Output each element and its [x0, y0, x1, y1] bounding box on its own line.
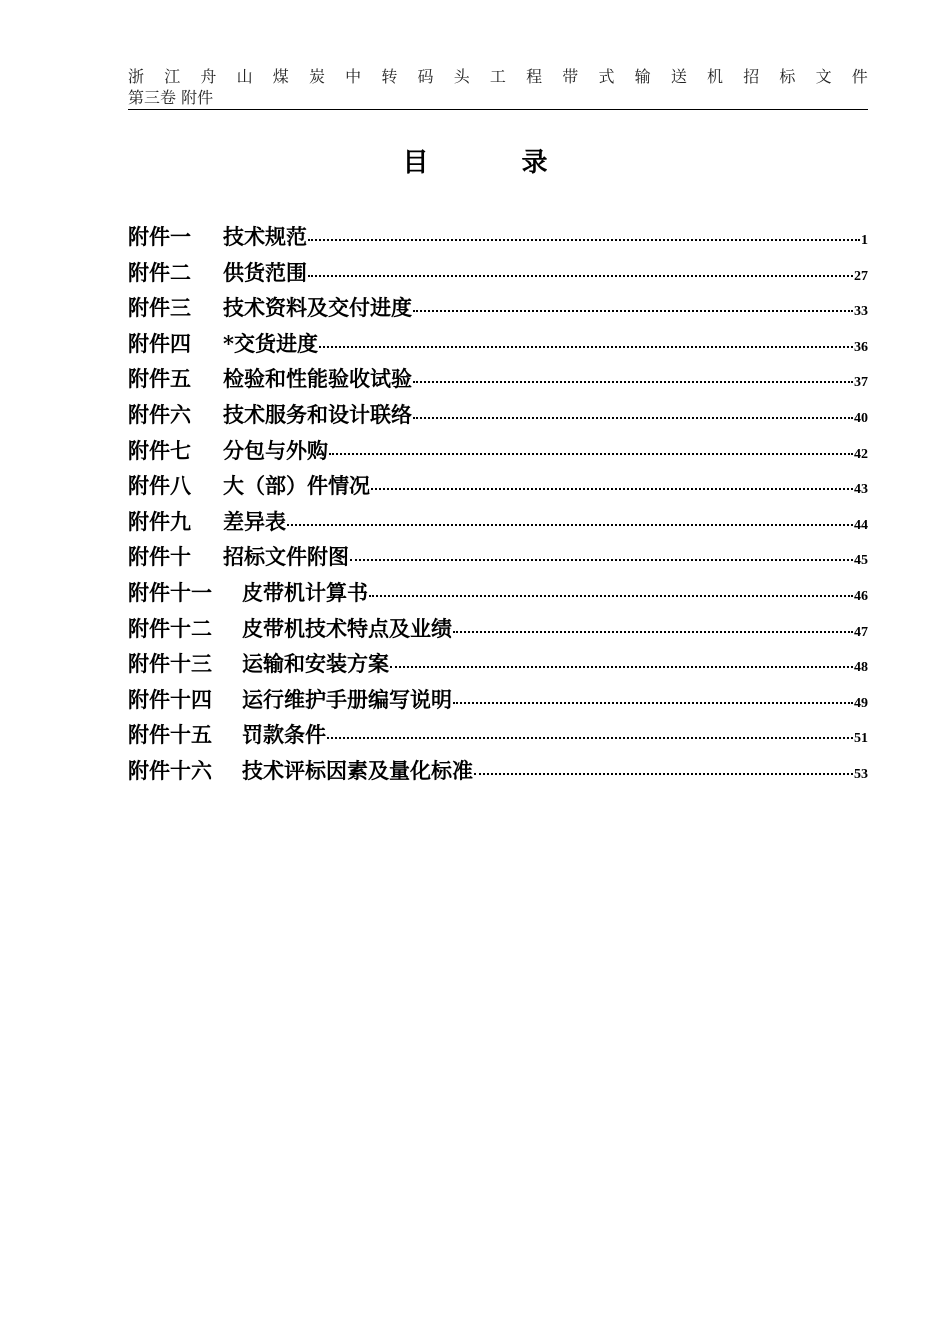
- toc-entry-page: 51: [854, 731, 868, 747]
- toc-dot-leader: [329, 453, 853, 455]
- header-title: [128, 66, 868, 88]
- toc-entry-page: 36: [854, 339, 868, 355]
- toc-dot-leader: [319, 346, 853, 348]
- toc-dot-leader: [308, 239, 860, 241]
- toc-entry-title: 技术资料及交付进度: [223, 295, 412, 321]
- header-title-char: 江: [164, 67, 181, 86]
- toc-dot-leader: [453, 702, 853, 704]
- toc-dot-leader: [413, 381, 853, 383]
- toc-entry-title: 招标文件附图: [223, 544, 349, 570]
- header-title-char: 式: [598, 67, 615, 86]
- table-of-contents: [128, 222, 868, 792]
- header-title-char: 送: [670, 67, 687, 86]
- toc-entry-title: 技术评标因素及量化标准: [242, 757, 473, 783]
- toc-entry-number: 附件十六: [128, 757, 212, 783]
- toc-entry-page: 42: [854, 446, 868, 462]
- toc-entry-title: 皮带机技术特点及业绩: [242, 615, 452, 641]
- toc-dot-leader: [371, 488, 853, 490]
- toc-dot-leader: [413, 417, 853, 419]
- toc-entry[interactable]: [128, 614, 868, 650]
- toc-entry-page: 53: [854, 766, 868, 782]
- toc-entry[interactable]: [128, 542, 868, 578]
- toc-entry-title: 技术规范: [223, 224, 307, 249]
- page-header: [128, 66, 868, 110]
- toc-entry-title: 分包与外购: [223, 437, 328, 463]
- toc-dot-leader: [474, 773, 853, 775]
- toc-entry[interactable]: [128, 507, 868, 543]
- header-title-char: 山: [236, 67, 253, 86]
- toc-entry-number: 附件七: [128, 437, 191, 463]
- toc-entry-page: 45: [854, 553, 868, 569]
- toc-entry-title: 检验和性能验收试验: [223, 366, 412, 392]
- toc-entry-number: 附件二: [128, 259, 191, 285]
- toc-entry[interactable]: [128, 756, 868, 792]
- header-title-char: 炭: [308, 67, 325, 86]
- toc-entry-page: 1: [861, 233, 868, 248]
- toc-entry[interactable]: [128, 293, 868, 329]
- toc-dot-leader: [390, 666, 853, 668]
- toc-dot-leader: [327, 737, 853, 739]
- toc-dot-leader: [413, 310, 853, 312]
- toc-entry-title: *交货进度: [223, 330, 318, 356]
- toc-entry-title: 罚款条件: [242, 722, 326, 748]
- header-title-char: 浙: [128, 67, 145, 86]
- toc-entry-title: 供货范围: [223, 259, 307, 285]
- toc-entry[interactable]: [128, 685, 868, 721]
- header-title-char: 中: [345, 67, 362, 86]
- toc-entry-number: 附件十三: [128, 651, 212, 677]
- toc-entry-title: 差异表: [223, 508, 286, 534]
- header-title-char: 招: [743, 67, 760, 86]
- toc-entry-page: 33: [854, 304, 868, 320]
- header-title-char: 标: [779, 67, 796, 86]
- header-title-char: 文: [815, 67, 832, 86]
- toc-entry[interactable]: [128, 578, 868, 614]
- toc-entry-number: 附件三: [128, 295, 191, 321]
- toc-entry-page: 48: [854, 660, 868, 676]
- toc-entry-number: 附件六: [128, 401, 191, 427]
- toc-dot-leader: [369, 595, 853, 597]
- header-title-char: 工: [489, 67, 506, 86]
- toc-entry-number: 附件十四: [128, 686, 212, 712]
- toc-entry[interactable]: [128, 222, 868, 258]
- toc-entry[interactable]: [128, 649, 868, 685]
- toc-entry[interactable]: [128, 329, 868, 365]
- toc-entry[interactable]: [128, 400, 868, 436]
- toc-entry-title: 运输和安装方案: [242, 651, 389, 677]
- toc-entry-title: 大（部）件情况: [223, 473, 370, 499]
- toc-entry[interactable]: [128, 720, 868, 756]
- toc-entry-number: 附件五: [128, 366, 191, 392]
- toc-entry-number: 附件四: [128, 330, 191, 356]
- toc-entry-page: 47: [854, 624, 868, 640]
- header-subtitle: 第三卷 附件: [128, 88, 214, 107]
- header-title-char: 机: [707, 67, 724, 86]
- header-title-char: 头: [453, 67, 470, 86]
- header-title-char: 转: [381, 67, 398, 86]
- header-title-char: 程: [526, 67, 543, 86]
- header-title-char: 码: [417, 67, 434, 86]
- toc-entry-title: 运行维护手册编写说明: [242, 686, 452, 712]
- toc-entry[interactable]: [128, 436, 868, 472]
- toc-dot-leader: [308, 275, 853, 277]
- toc-entry-number: 附件十一: [128, 579, 212, 605]
- toc-entry-number: 附件十: [128, 544, 191, 570]
- toc-entry-page: 43: [854, 482, 868, 498]
- toc-entry-page: 40: [854, 410, 868, 426]
- toc-heading: 目 录: [402, 148, 590, 178]
- header-rule: [128, 109, 868, 110]
- toc-entry-number: 附件八: [128, 473, 191, 499]
- toc-entry-number: 附件一: [128, 224, 191, 249]
- toc-entry-number: 附件十二: [128, 615, 212, 641]
- toc-entry[interactable]: [128, 471, 868, 507]
- toc-dot-leader: [350, 559, 853, 561]
- toc-entry-title: 皮带机计算书: [242, 579, 368, 605]
- toc-entry[interactable]: [128, 258, 868, 294]
- toc-entry-title: 技术服务和设计联络: [223, 401, 412, 427]
- toc-entry-page: 27: [854, 268, 868, 284]
- toc-entry[interactable]: [128, 364, 868, 400]
- toc-entry-number: 附件九: [128, 508, 191, 534]
- toc-entry-page: 44: [854, 517, 868, 533]
- toc-entry-page: 46: [854, 588, 868, 604]
- header-title-char: 输: [634, 67, 651, 86]
- header-title-char: 舟: [200, 67, 217, 86]
- toc-entry-number: 附件十五: [128, 722, 212, 748]
- toc-entry-page: 49: [854, 695, 868, 711]
- header-title-char: 煤: [272, 67, 289, 86]
- toc-dot-leader: [287, 524, 853, 526]
- header-title-char: 件: [851, 67, 868, 86]
- toc-entry-page: 37: [854, 375, 868, 391]
- toc-dot-leader: [453, 631, 853, 633]
- header-title-char: 带: [562, 67, 579, 86]
